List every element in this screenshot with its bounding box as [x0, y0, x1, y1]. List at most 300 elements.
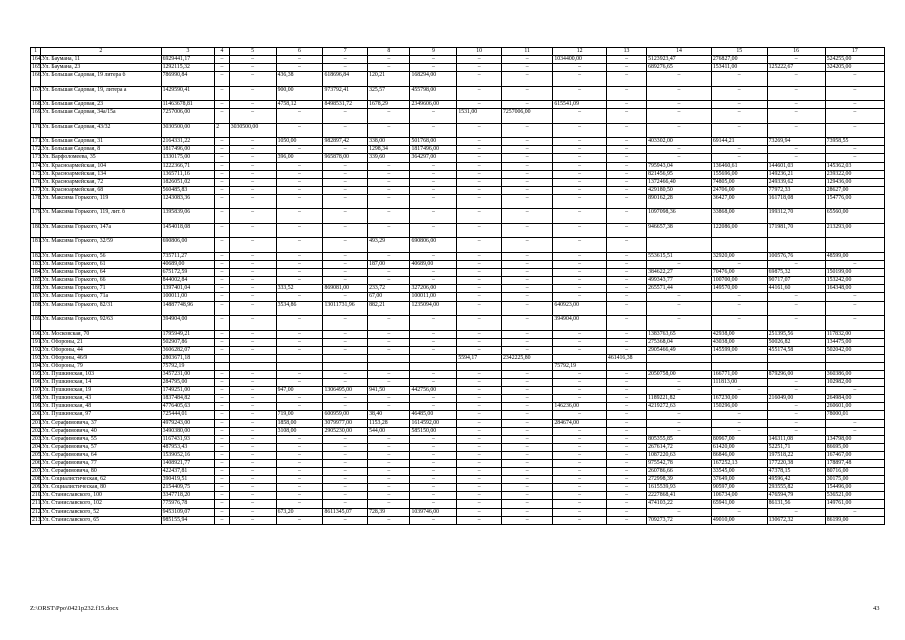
- value-cell: –: [457, 301, 502, 316]
- table-row: [31, 170, 885, 178]
- row-number: 171.: [32, 138, 43, 145]
- value-cell: –: [647, 411, 712, 419]
- value-cell: –: [229, 379, 276, 387]
- value-cell: 122086,00: [711, 223, 767, 238]
- value-cell: 102982,00: [825, 379, 884, 387]
- value-cell: –: [502, 123, 553, 138]
- value-cell: –: [502, 238, 553, 253]
- value-cell: [711, 354, 767, 362]
- value-cell: –: [502, 395, 553, 403]
- table-row: [31, 238, 885, 253]
- column-header: 9: [410, 48, 457, 56]
- value-cell: –: [457, 209, 502, 224]
- value-cell: –: [410, 64, 457, 72]
- value-cell: –: [457, 138, 502, 146]
- row-number: 176.: [32, 178, 43, 185]
- value-cell: –: [229, 72, 276, 87]
- value-cell: –: [276, 500, 323, 508]
- value-cell: 3030500,00: [161, 123, 215, 138]
- address-cell: Ул. Социалистическая, 62: [41, 476, 162, 484]
- value-cell: –: [606, 370, 646, 378]
- value-cell: 6929441,17: [161, 56, 215, 64]
- value-cell: 675172,59: [161, 269, 215, 277]
- value-cell: 5123923,47: [647, 56, 712, 64]
- value-cell: –: [502, 330, 553, 338]
- value-cell: –: [502, 468, 553, 476]
- value-cell: –: [767, 101, 825, 109]
- value-cell: –: [825, 101, 884, 109]
- row-number: 202.: [32, 427, 43, 434]
- value-cell: 145599,00: [711, 346, 767, 354]
- value-cell: –: [323, 484, 368, 492]
- value-cell: 502907,86: [161, 338, 215, 346]
- value-cell: –: [368, 403, 410, 411]
- value-cell: –: [502, 443, 553, 451]
- value-cell: –: [276, 468, 323, 476]
- value-cell: 975542,78: [647, 460, 712, 468]
- address-cell: Ул. Максима Горького, 32/59: [41, 238, 162, 253]
- value-cell: –: [368, 435, 410, 443]
- value-cell: –: [276, 56, 323, 64]
- value-cell: 1539052,16: [161, 451, 215, 459]
- table-row: [31, 330, 885, 338]
- value-cell: –: [229, 316, 276, 331]
- value-cell: –: [229, 370, 276, 378]
- value-cell: 982897,42: [323, 138, 368, 146]
- value-cell: –: [229, 194, 276, 209]
- table-row: [31, 316, 885, 331]
- value-cell: –: [368, 338, 410, 346]
- value-cell: [647, 238, 712, 253]
- value-cell: –: [323, 123, 368, 138]
- value-cell: –: [410, 186, 457, 194]
- value-cell: –: [647, 379, 712, 387]
- value-cell: –: [323, 516, 368, 524]
- value-cell: –: [553, 379, 607, 387]
- value-cell: –: [711, 293, 767, 301]
- table-row: [31, 354, 885, 362]
- value-cell: 9453109,07: [161, 508, 215, 516]
- value-cell: 86199,00: [825, 516, 884, 524]
- row-number: 199.: [32, 403, 43, 410]
- value-cell: –: [229, 395, 276, 403]
- value-cell: –: [767, 301, 825, 316]
- value-cell: –: [711, 427, 767, 435]
- value-cell: –: [215, 252, 230, 260]
- value-cell: 30175,00: [825, 476, 884, 484]
- value-cell: –: [457, 451, 502, 459]
- table-row: [31, 86, 885, 101]
- footer-file-path: Z:\ORST\Ppo\0421p232.f15.docx: [30, 605, 119, 612]
- value-cell: –: [767, 379, 825, 387]
- value-cell: 136460,61: [711, 162, 767, 170]
- value-cell: 795943,04: [647, 162, 712, 170]
- value-cell: –: [323, 379, 368, 387]
- value-cell: –: [276, 293, 323, 301]
- row-number: 198.: [32, 395, 43, 402]
- value-cell: –: [276, 186, 323, 194]
- value-cell: –: [215, 370, 230, 378]
- value-cell: 3108,00: [276, 427, 323, 435]
- value-cell: 429180,50: [647, 186, 712, 194]
- value-cell: –: [553, 411, 607, 419]
- table-row: [31, 277, 885, 285]
- value-cell: [229, 354, 276, 362]
- value-cell: –: [323, 346, 368, 354]
- table-row: [31, 411, 885, 419]
- value-cell: 199312,70: [767, 209, 825, 224]
- value-cell: –: [323, 209, 368, 224]
- value-cell: –: [553, 178, 607, 186]
- value-cell: 394904,00: [161, 316, 215, 331]
- value-cell: –: [553, 293, 607, 301]
- value-cell: –: [553, 338, 607, 346]
- value-cell: –: [457, 86, 502, 101]
- value-cell: –: [368, 56, 410, 64]
- value-cell: 4758,12: [276, 101, 323, 109]
- table-row: [31, 252, 885, 260]
- column-header: 5: [229, 48, 276, 56]
- value-cell: 324205,00: [825, 64, 884, 72]
- value-cell: 125222,67: [767, 64, 825, 72]
- address-cell: Ул. Красноармейская, 104: [41, 162, 162, 170]
- value-cell: –: [553, 435, 607, 443]
- value-cell: –: [825, 301, 884, 316]
- value-cell: –: [276, 460, 323, 468]
- value-cell: [647, 354, 712, 362]
- value-cell: –: [368, 460, 410, 468]
- value-cell: –: [368, 492, 410, 500]
- value-cell: 360386,00: [825, 370, 884, 378]
- row-number: 182.: [32, 252, 43, 259]
- table-row: [31, 419, 885, 427]
- table-row: [31, 379, 885, 387]
- address-cell: Ул. Пушкинская, 103: [41, 370, 162, 378]
- value-cell: 4979243,00: [161, 419, 215, 427]
- value-cell: –: [606, 427, 646, 435]
- value-cell: 384622,27: [647, 269, 712, 277]
- value-cell: [368, 354, 410, 362]
- value-cell: –: [606, 194, 646, 209]
- value-cell: –: [276, 492, 323, 500]
- value-cell: –: [553, 223, 607, 238]
- value-cell: –: [215, 138, 230, 146]
- value-cell: –: [410, 500, 457, 508]
- value-cell: 106734,00: [711, 492, 767, 500]
- value-cell: –: [229, 476, 276, 484]
- value-cell: –: [553, 138, 607, 146]
- value-cell: –: [215, 330, 230, 338]
- value-cell: –: [606, 277, 646, 285]
- value-cell: 40689,00: [410, 261, 457, 269]
- value-cell: –: [323, 170, 368, 178]
- value-cell: –: [647, 508, 712, 516]
- value-cell: –: [457, 56, 502, 64]
- value-cell: 442756,00: [410, 387, 457, 395]
- value-cell: –: [606, 492, 646, 500]
- value-cell: 153411,00: [711, 64, 767, 72]
- value-cell: –: [276, 316, 323, 331]
- value-cell: –: [276, 379, 323, 387]
- value-cell: 338,00: [368, 138, 410, 146]
- value-cell: –: [410, 435, 457, 443]
- value-cell: –: [368, 209, 410, 224]
- value-cell: –: [825, 123, 884, 138]
- address-cell: Ул. Максима Горького, 92/63: [41, 316, 162, 331]
- value-cell: –: [825, 387, 884, 395]
- value-cell: –: [215, 293, 230, 301]
- value-cell: –: [606, 516, 646, 524]
- value-cell: –: [368, 476, 410, 484]
- value-cell: 474103,22: [647, 500, 712, 508]
- value-cell: 50026,82: [767, 338, 825, 346]
- value-cell: 1531,00: [457, 109, 502, 124]
- value-cell: 553615,51: [647, 252, 712, 260]
- value-cell: 78000,01: [825, 411, 884, 419]
- address-cell: Ул. Серафимовича, 37: [41, 419, 162, 427]
- value-cell: 100576,76: [767, 252, 825, 260]
- value-cell: –: [553, 395, 607, 403]
- value-cell: 941,50: [368, 387, 410, 395]
- row-number: 201.: [32, 419, 43, 426]
- address-cell: Ул. Обороны, 21: [41, 338, 162, 346]
- address-cell: Ул. Максима Горького, 71а: [41, 293, 162, 301]
- value-cell: –: [323, 460, 368, 468]
- value-cell: –: [711, 261, 767, 269]
- value-cell: –: [767, 56, 825, 64]
- value-cell: 49596,42: [767, 476, 825, 484]
- value-cell: 43038,00: [711, 338, 767, 346]
- value-cell: –: [368, 316, 410, 331]
- value-cell: 150199,00: [825, 269, 884, 277]
- value-cell: 1817496,00: [410, 146, 457, 154]
- value-cell: –: [647, 101, 712, 109]
- value-cell: 1330175,00: [161, 154, 215, 162]
- value-cell: –: [276, 338, 323, 346]
- value-cell: –: [553, 492, 607, 500]
- value-cell: [711, 238, 767, 253]
- value-cell: 1306495,00: [323, 387, 368, 395]
- value-cell: 167230,00: [711, 395, 767, 403]
- value-cell: –: [323, 238, 368, 253]
- table-row: [31, 146, 885, 154]
- value-cell: –: [553, 64, 607, 72]
- value-cell: –: [711, 72, 767, 87]
- value-cell: –: [323, 443, 368, 451]
- address-cell: Ул. Большая Садовая, 34а/15а: [41, 109, 162, 124]
- value-cell: 1050,00: [276, 138, 323, 146]
- value-cell: 3606282,07: [161, 346, 215, 354]
- table-row: [31, 468, 885, 476]
- value-cell: –: [606, 411, 646, 419]
- value-cell: –: [457, 261, 502, 269]
- value-cell: –: [215, 56, 230, 64]
- table-row: [31, 186, 885, 194]
- value-cell: –: [825, 109, 884, 124]
- value-cell: 73269,94: [767, 138, 825, 146]
- value-cell: –: [767, 154, 825, 162]
- value-cell: –: [410, 484, 457, 492]
- value-cell: –: [215, 101, 230, 109]
- row-number: 200.: [32, 411, 43, 418]
- value-cell: –: [368, 123, 410, 138]
- value-cell: 86846,00: [711, 451, 767, 459]
- value-cell: 130672,32: [767, 516, 825, 524]
- column-header: 17: [825, 48, 884, 56]
- value-cell: 275368,04: [647, 338, 712, 346]
- value-cell: –: [410, 492, 457, 500]
- value-cell: –: [457, 285, 502, 293]
- value-cell: –: [410, 451, 457, 459]
- value-cell: –: [606, 138, 646, 146]
- value-cell: –: [457, 516, 502, 524]
- value-cell: –: [215, 194, 230, 209]
- value-cell: –: [215, 338, 230, 346]
- table-row: [31, 109, 885, 124]
- value-cell: –: [553, 277, 607, 285]
- value-cell: 284795,00: [161, 379, 215, 387]
- value-cell: –: [647, 86, 712, 101]
- value-cell: –: [276, 223, 323, 238]
- value-cell: –: [276, 194, 323, 209]
- value-cell: –: [711, 123, 767, 138]
- value-cell: –: [457, 101, 502, 109]
- value-cell: –: [410, 269, 457, 277]
- value-cell: 1039746,00: [410, 508, 457, 516]
- value-cell: 178897,48: [825, 460, 884, 468]
- address-cell: Ул. Социалистическая, 80: [41, 484, 162, 492]
- value-cell: –: [502, 387, 553, 395]
- value-cell: –: [457, 72, 502, 87]
- value-cell: –: [457, 277, 502, 285]
- value-cell: –: [825, 154, 884, 162]
- value-cell: 145362,03: [825, 162, 884, 170]
- value-cell: 1034400,00: [553, 56, 607, 64]
- value-cell: –: [457, 178, 502, 186]
- value-cell: 187,00: [368, 261, 410, 269]
- value-cell: 146311,08: [767, 435, 825, 443]
- value-cell: 37649,00: [711, 476, 767, 484]
- value-cell: –: [368, 170, 410, 178]
- row-number: 178.: [31, 194, 41, 209]
- column-header: 10: [457, 48, 502, 56]
- value-cell: –: [767, 72, 825, 87]
- row-number: 169.: [31, 109, 41, 124]
- value-cell: –: [457, 223, 502, 238]
- value-cell: 869081,00: [323, 285, 368, 293]
- value-cell: –: [502, 451, 553, 459]
- table-row: [31, 178, 885, 186]
- value-cell: –: [606, 238, 646, 253]
- value-cell: 536521,00: [825, 492, 884, 500]
- value-cell: –: [229, 411, 276, 419]
- value-cell: 390419,51: [161, 476, 215, 484]
- value-cell: –: [606, 443, 646, 451]
- value-cell: –: [711, 101, 767, 109]
- value-cell: –: [410, 395, 457, 403]
- value-cell: 129436,00: [825, 178, 884, 186]
- value-cell: 3534,86: [276, 301, 323, 316]
- value-cell: 364297,00: [410, 154, 457, 162]
- value-cell: –: [229, 301, 276, 316]
- value-cell: 1397401,04: [161, 285, 215, 293]
- value-cell: 461416,38: [606, 354, 646, 362]
- value-cell: 117832,00: [825, 330, 884, 338]
- value-cell: 1189221,82: [647, 395, 712, 403]
- column-header: 3: [161, 48, 215, 56]
- value-cell: [767, 354, 825, 362]
- value-cell: –: [229, 138, 276, 146]
- row-number: 184.: [32, 269, 43, 276]
- value-cell: –: [229, 419, 276, 427]
- value-cell: –: [323, 56, 368, 64]
- value-cell: –: [410, 379, 457, 387]
- table-header-row: [31, 48, 885, 56]
- value-cell: 2050758,00: [647, 370, 712, 378]
- value-cell: –: [368, 269, 410, 277]
- value-cell: 882,21: [368, 301, 410, 316]
- value-cell: –: [767, 86, 825, 101]
- value-cell: 146236,00: [553, 403, 607, 411]
- value-cell: 487953,43: [161, 443, 215, 451]
- value-cell: –: [368, 194, 410, 209]
- value-cell: –: [410, 223, 457, 238]
- value-cell: –: [502, 427, 553, 435]
- value-cell: –: [606, 419, 646, 427]
- column-header: 13: [606, 48, 646, 56]
- value-cell: 1749251,00: [161, 387, 215, 395]
- value-cell: –: [229, 238, 276, 253]
- value-cell: [276, 354, 323, 362]
- value-cell: 233,72: [368, 285, 410, 293]
- value-cell: –: [606, 86, 646, 101]
- value-cell: –: [553, 170, 607, 178]
- value-cell: 775976,78: [161, 500, 215, 508]
- value-cell: –: [457, 194, 502, 209]
- value-cell: –: [825, 419, 884, 427]
- value-cell: 260786,66: [647, 468, 712, 476]
- value-cell: –: [276, 146, 323, 154]
- value-cell: –: [215, 443, 230, 451]
- value-cell: –: [711, 146, 767, 154]
- value-cell: –: [553, 427, 607, 435]
- address-cell: Ул. Варфоломеева, 35: [41, 154, 162, 162]
- value-cell: –: [606, 261, 646, 269]
- value-cell: –: [323, 146, 368, 154]
- value-cell: 155696,00: [711, 170, 767, 178]
- value-cell: 689276,65: [647, 64, 712, 72]
- value-cell: –: [711, 154, 767, 162]
- value-cell: 333,52: [276, 285, 323, 293]
- value-cell: –: [606, 170, 646, 178]
- value-cell: –: [229, 277, 276, 285]
- table-row: [31, 362, 885, 370]
- value-cell: –: [502, 338, 553, 346]
- value-cell: –: [647, 293, 712, 301]
- value-cell: 615541,09: [553, 101, 607, 109]
- row-number: 195.: [32, 370, 43, 377]
- value-cell: –: [457, 269, 502, 277]
- value-cell: 735711,27: [161, 252, 215, 260]
- document-table-container: [30, 47, 885, 525]
- value-cell: –: [502, 346, 553, 354]
- value-cell: –: [767, 508, 825, 516]
- value-cell: –: [553, 460, 607, 468]
- value-cell: –: [215, 146, 230, 154]
- value-cell: –: [323, 500, 368, 508]
- table-row: [31, 346, 885, 354]
- value-cell: 3079977,00: [323, 419, 368, 427]
